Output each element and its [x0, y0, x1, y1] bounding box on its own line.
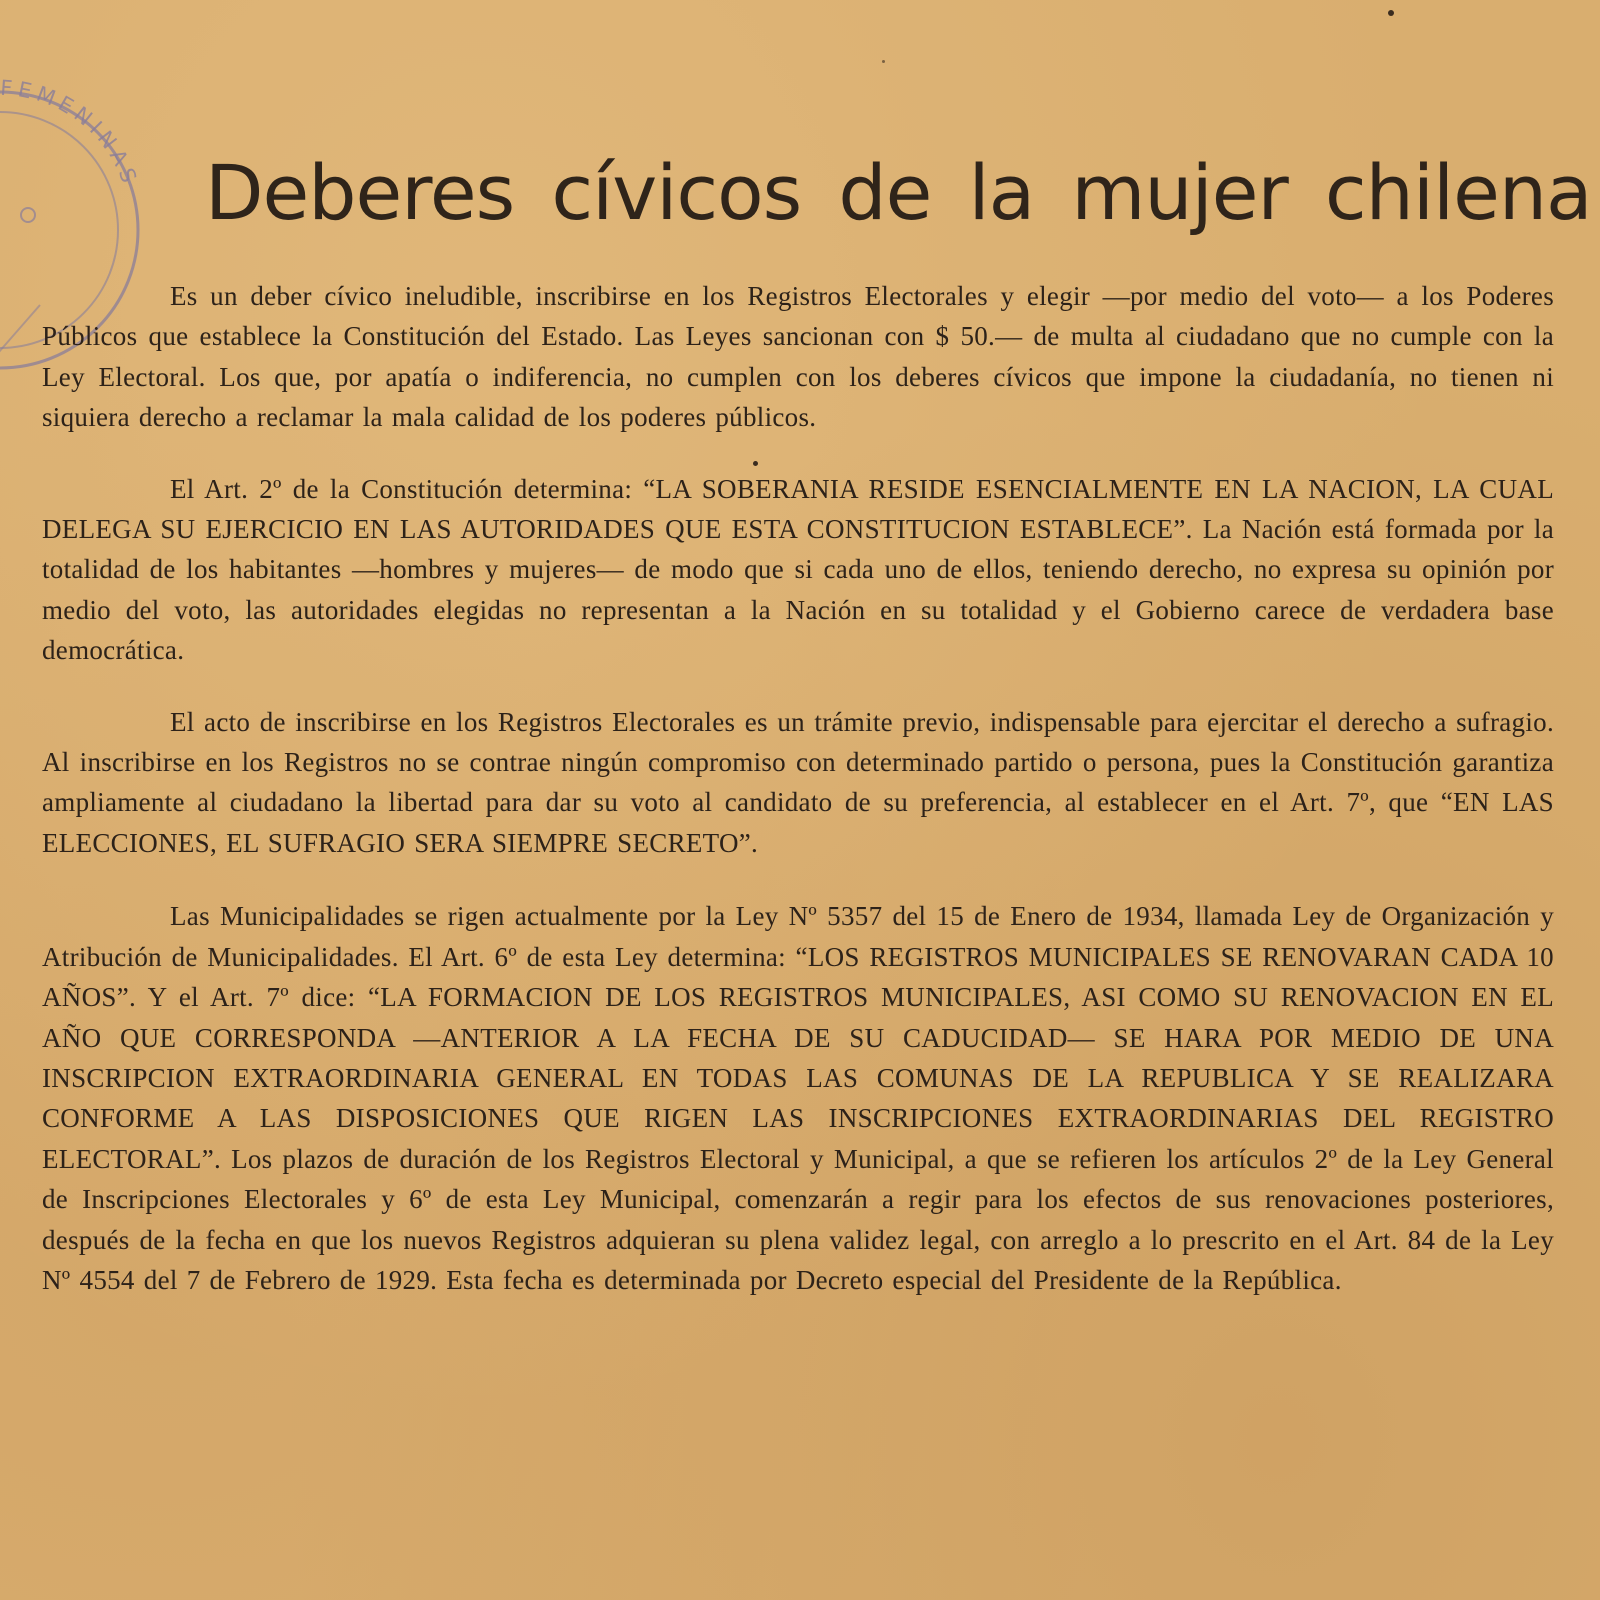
paper-speck	[1388, 10, 1394, 16]
stamp-text: FEMENINAS	[0, 75, 143, 191]
paragraph-registration: El acto de inscribirse en los Registros Electorales es un trámite previo, indispensable para ejercitar el derecho a sufragio. Al inscribirse en los Registros no se contrae ningún compromiso con determinado partido o persona, pues la Constitución garantiza ampliamente al ciudadano la libertad para dar su voto al candidato de su preferencia, al establecer en el Art. 7º, que “EN LAS ELECCIONES, EL SUFRAGIO SERA SIEMPRE SECRETO”.	[42, 706, 1554, 858]
paper-speck	[882, 60, 885, 63]
svg-text:FEMENINAS	[0, 76, 143, 191]
paragraph-municipalities: Las Municipalidades se rigen actualmente por la Ley Nº 5357 del 15 de Enero de 1934, llamada Ley de Organización y Atribución de Municipalidades. El Art. 6º de esta Ley determina: “LOS REGISTROS MUNICIPALES SE RENOVARAN CADA 10 AÑOS”. Y el Art. 7º dice: “LA FORMACION DE LOS REGISTROS MUNICIPALES, ASI COMO SU RENOVACION EN EL AÑO QUE CORRESPONDA —ANTERIOR A LA FECHA DE SU CADUCIDAD— SE HARA POR MEDIO DE UNA INSCRIPCION EXTRAORDINARIA GENERAL EN TODAS LAS COMUNAS DE LA REPUBLICA Y SE REALIZARA CONFORME A LAS DISPOSICIONES QUE RIGEN LAS INSCRIPCIONES EXTRAORDINARIAS DEL REGISTRO ELECTORAL”. Los plazos de duración de los Registros Electoral y Municipal, a que se refieren los artículos 2º de la Ley General de Inscripciones Electorales y 6º de esta Ley Municipal, comenzarán a regir para los efectos de sus renovaciones posteriores, después de la fecha en que los nuevos Registros adquieran su plena validez legal, con arreglo a lo prescrito en el Art. 84 de la Ley Nº 4554 del 7 de Febrero de 1929. Esta fecha es determinada por Decreto especial del Presidente de la República.	[42, 901, 1554, 1295]
paragraph-constitution-art2: El Art. 2º de la Constitución determina: “LA SOBERANIA RESIDE ESENCIALMENTE EN LA NACION, LA CUAL DELEGA SU EJERCICIO EN LAS AUTORIDADES QUE ESTA CONSTITUCION ESTABLECE”. La Nación está formada por la totalidad de los habitantes —hombres y mujeres— de modo que si cada uno de ellos, teniendo derecho, no expresa su opinión por medio del voto, las autoridades elegidas no representan a la Nación en su totalidad y el Gobierno carece de verdadera base democrática.	[42, 473, 1554, 666]
paper-speck	[753, 461, 758, 466]
document-title: Deberes cívicos de la mujer chilena	[205, 148, 1592, 237]
document-body	[42, 276, 1554, 1300]
paragraph-civic-duty: Es un deber cívico ineludible, inscribirse en los Registros Electorales y elegir —por medio del voto— a los Poderes Públicos que establece la Constitución del Estado. Las Leyes sancionan con $ 50.— de multa al ciudadano que no cumple con la Ley Electoral. Los que, por apatía o indiferencia, no cumplen con los deberes cívicos que impone la ciudadanía, no tienen ni siquiera derecho a reclamar la mala calidad de los poderes públicos.	[42, 281, 1554, 433]
